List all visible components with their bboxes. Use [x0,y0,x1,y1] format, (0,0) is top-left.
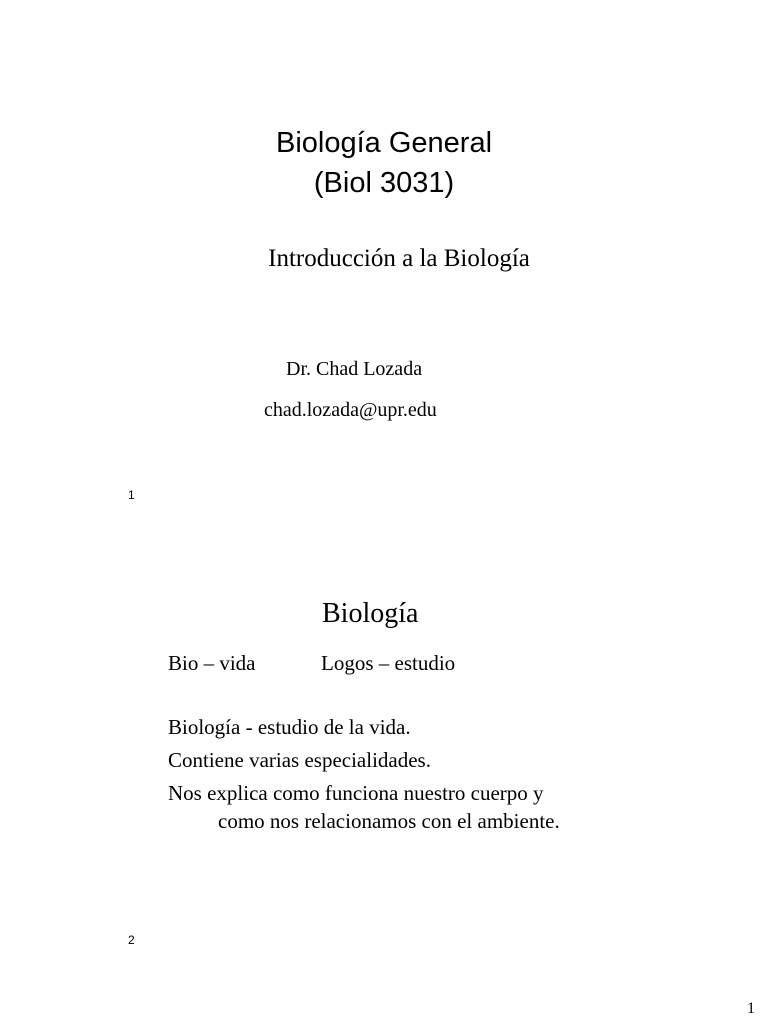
slide-number-2: 2 [128,933,135,947]
slide-subtitle: Introducción a la Biología [268,245,530,272]
slide-heading: Biología [322,598,419,629]
course-title-line1: Biología General [275,127,493,159]
body-line-2: Contiene varias especialidades. [168,748,431,772]
etymology-logos: Logos – estudio [321,651,456,675]
etymology-bio: Bio – vida [168,651,256,675]
body-line-4: como nos relacionamos con el ambiente. [218,809,560,833]
author-email: chad.lozada@upr.edu [264,399,437,421]
body-line-1: Biología - estudio de la vida. [168,715,411,739]
slide-number-1: 1 [128,488,135,502]
page-number: 1 [747,1000,755,1017]
course-title-line2: (Biol 3031) [313,167,455,199]
author-name: Dr. Chad Lozada [286,358,423,380]
body-line-3: Nos explica como funciona nuestro cuerpo y [168,781,544,805]
